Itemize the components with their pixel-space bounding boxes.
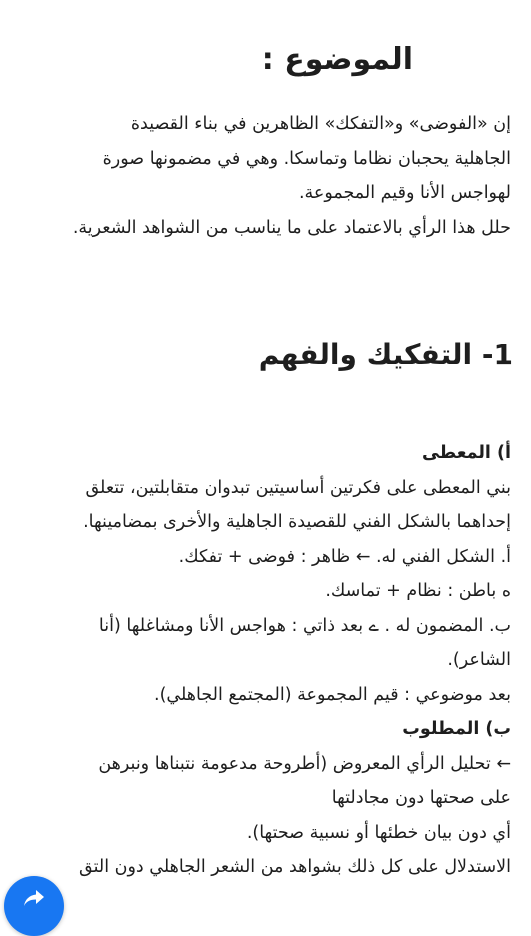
given-line: الشاعر). xyxy=(447,650,511,670)
given-line: بني المعطى على فكرتين أساسيتين تبدوان متقابلتين، تتعلق xyxy=(85,477,511,498)
required-line: على صحتها دون مجادلتها xyxy=(331,788,511,808)
analysis-content xyxy=(18,436,511,885)
given-line: ب. المضمون له . ے بعد ذاتي : هواجس الأنا ومشاغلها (أنا xyxy=(98,615,511,636)
required-line: أي دون بيان خطئها أو نسبية صحتها). xyxy=(246,822,511,843)
prompt-line: حلل هذا الرأي بالاعتماد على ما يناسب من الشواهد الشعرية. xyxy=(72,217,511,238)
prompt-line: إن «الفوضى» و«التفكك» الظاهرين في بناء القصيدة xyxy=(130,114,511,134)
section-title: 1- التفكيك والفهم xyxy=(258,338,513,371)
required-subheading: ب) المطلوب xyxy=(402,719,511,739)
topic-prompt xyxy=(18,107,511,245)
given-line: بعد موضوعي : قيم المجموعة (المجتمع الجاهلي). xyxy=(154,684,511,705)
topic-heading: الموضوع : xyxy=(261,42,413,77)
given-subheading: أ) المعطى xyxy=(421,443,511,463)
given-line: إحداهما بالشكل الفني للقصيدة الجاهلية والأخرى بمضامينها. xyxy=(83,512,511,532)
share-arrow-icon xyxy=(22,888,46,908)
prompt-line: الجاهلية يحجبان نظاما وتماسكا. وهي في مضمونها صورة xyxy=(102,148,511,169)
required-line: ← تحليل الرأي المعروض (أطروحة مدعومة نتبناها ونبرهن xyxy=(98,753,511,774)
prompt-line: لهواجس الأنا وقيم المجموعة. xyxy=(298,183,511,203)
share-button[interactable] xyxy=(4,876,64,936)
required-line: الاستدلال على كل ذلك بشواهد من الشعر الجاهلي دون التق xyxy=(78,857,511,877)
given-line: أ. الشكل الفني له. ← ظاهر : فوضى + تفكك. xyxy=(178,546,511,567)
given-line: ه باطن : نظام + تماسك. xyxy=(325,581,511,601)
